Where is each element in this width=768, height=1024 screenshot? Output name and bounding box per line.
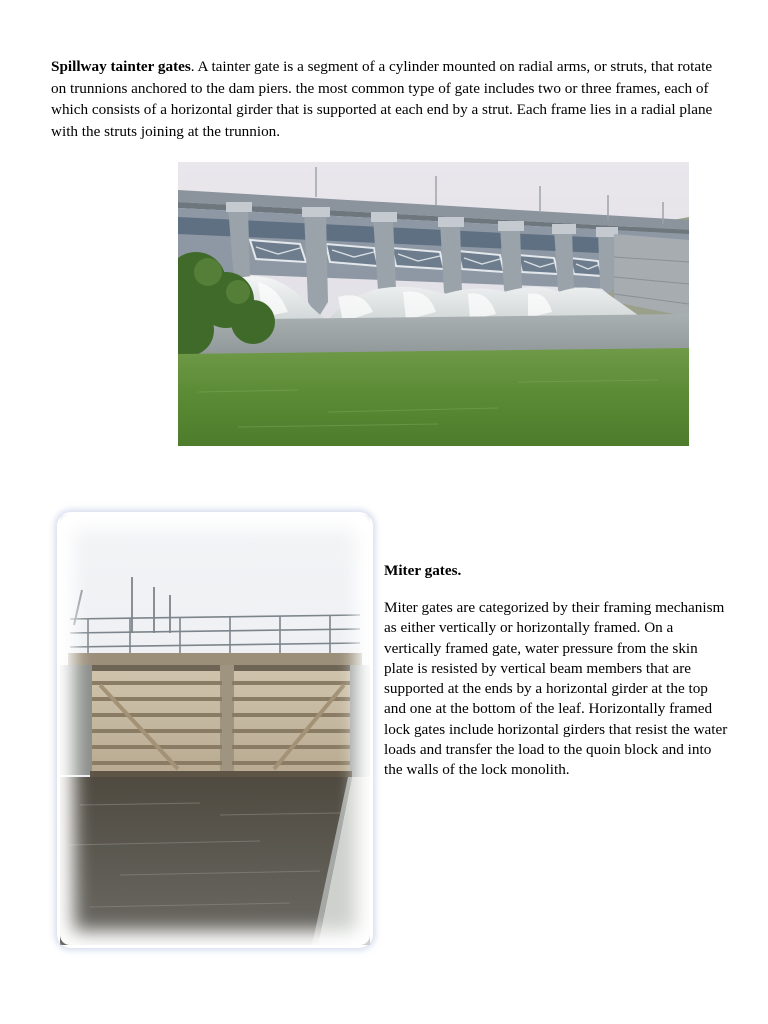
miter-gate-photo <box>60 515 370 945</box>
spillway-photo <box>178 162 689 446</box>
intro-heading: Spillway tainter gates <box>51 58 191 75</box>
intro-paragraph <box>51 56 721 142</box>
miter-heading: Miter gates. <box>384 562 462 579</box>
intro-text: . A tainter gate is a segment of a cylinder mounted on radial arms, or struts, that rotate on trunnions anchored to the dam piers. the most common type of gate includes two or three frames, each of which consists of a horizontal girder that is supported at each end by a strut. Each frame lies in a radial plane with the struts joining at the trunnion. <box>51 58 713 140</box>
miter-paragraph: Miter gates are categorized by their framing mechanism as either vertically or horizontally framed. On a vertically framed gate, water pressure from the skin plate is resisted by vertical beam members that are supported at the ends by a horizontal girder at the top and one at the bottom of the leaf. Horizontally framed lock gates include horizontal girders that resist the water loads and transfer the load to the quoin block and into the walls of the lock monolith. <box>384 599 728 779</box>
